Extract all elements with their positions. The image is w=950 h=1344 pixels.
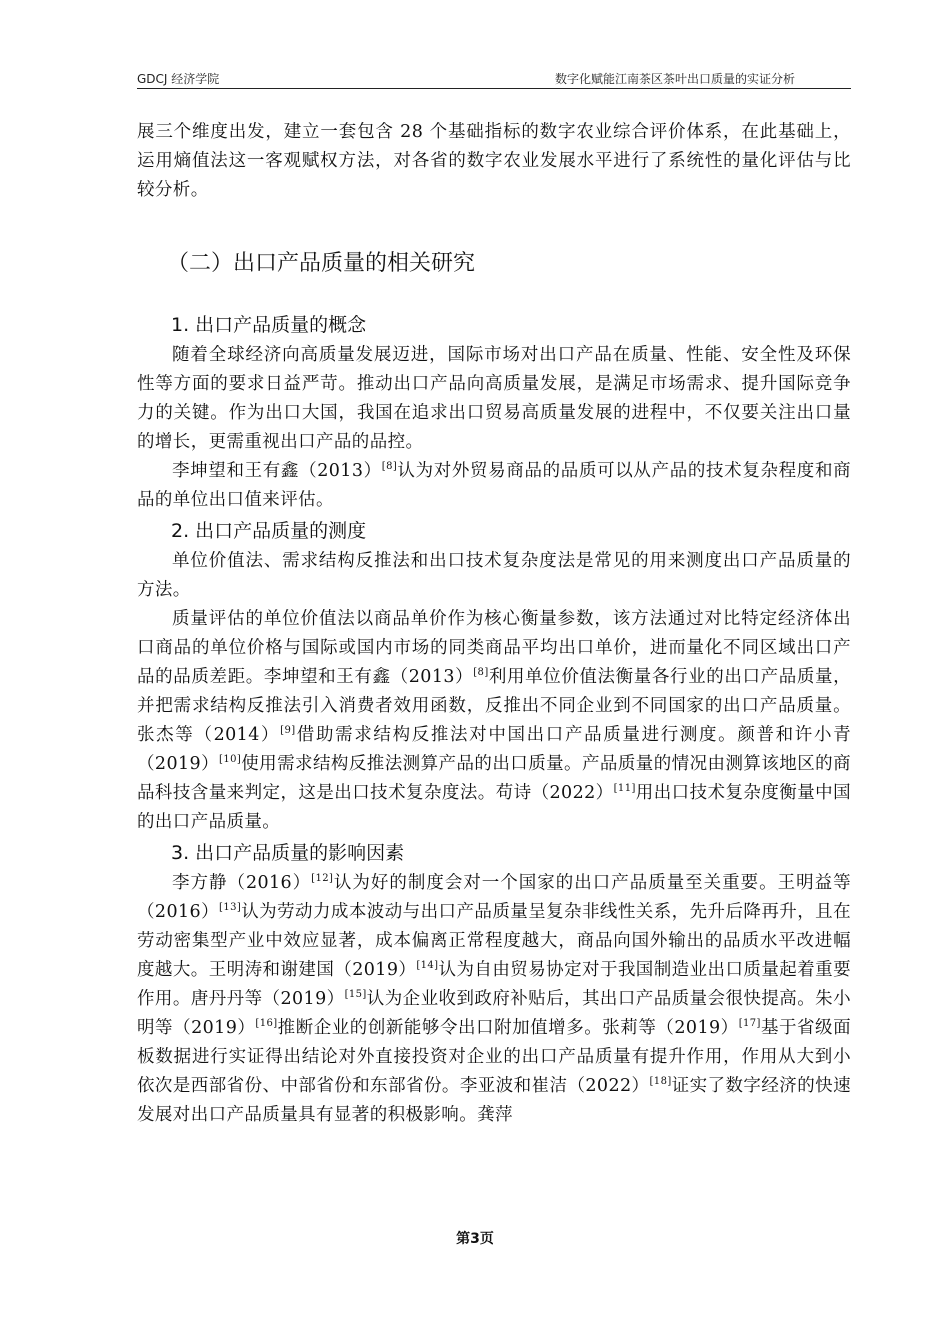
citation: [12] — [311, 873, 334, 884]
subsection-heading-concept: 1. 出口产品质量的概念 — [171, 314, 367, 336]
paragraph-concept: 随着全球经济向高质量发展迈进，国际市场对出口产品在质量、性能、安全性及环保性等方面的要求日益严苛。推动出口产品向高质量发展，是满足市场需求、提升国际竞争力的关键。作为出口大国，我国在追求出口贸易高质量发展的进程中，不仅要关注出口量的增长，更需重视出口产品的品控。 — [137, 345, 851, 452]
citation: [14] — [416, 960, 439, 971]
header-institution: GDCJ 经济学院 — [137, 72, 220, 86]
citation: [8] — [473, 667, 489, 678]
citation: [13] — [219, 902, 242, 913]
page-number: 第3页 — [456, 1231, 494, 1247]
paragraph-text: 证实了数字经济的快速发展对出口产品质量具有显著的积极影响。龚萍 — [137, 1076, 851, 1125]
paragraph-text: 李方静（2016） — [172, 873, 312, 893]
paragraph-text: 推断企业的创新能够令出口附加值增多。张莉等（2019） — [277, 1018, 739, 1038]
header-title: 数字化赋能江南茶区茶叶出口质量的实证分析 — [554, 72, 795, 86]
paragraph-text: 认为好的制度会对一个国家的出口产品质量至关重要。王明益等（2016） — [137, 873, 851, 922]
citation: [15] — [344, 989, 367, 1000]
paragraph-text: 基于省级面板数据进行实证得出结论对外直接投资对企业的出口产品质量有提升作用，作用从大到小依次是西部省份、中部省份和东部省份。李亚波和崔洁（2022） — [137, 1018, 851, 1096]
page-body — [137, 118, 851, 1130]
paragraph-text: 借助需求结构反推法对中国出口产品质量进行测度。颜普和许小青（2019） — [137, 725, 851, 774]
paragraph-li-wang — [137, 457, 851, 515]
paragraph-text: 李坤望和王有鑫（2013） — [172, 461, 382, 481]
citation: [9] — [280, 725, 296, 736]
paragraph-text: 用出口技术复杂度衡量中国的出口产品质量。 — [137, 783, 851, 832]
citation: [11] — [613, 783, 636, 794]
citation: [16] — [255, 1018, 278, 1029]
paragraph-text: 认为自由贸易协定对于我国制造业出口质量起着重要作用。唐丹丹等（2019） — [137, 960, 851, 1009]
paragraph-text: 认为对外贸易商品的品质可以从产品的技术复杂程度和商品的单位出口值来评估。 — [137, 461, 851, 510]
paragraph-text: 认为劳动力成本波动与出口产品质量呈复杂非线性关系，先升后降再升，且在劳动密集型产业中效应显著，成本偏离正常程度越大，商品向国外输出的品质水平改进幅度越大。王明涛和谢建国（2019） — [137, 902, 851, 980]
paragraph-text: 认为企业收到政府补贴后，其出口产品质量会很快提高。朱小明等（2019） — [137, 989, 851, 1038]
paragraph-unit-value — [137, 605, 851, 837]
citation: [10] — [219, 754, 242, 765]
subsection-heading-measurement: 2. 出口产品质量的测度 — [171, 520, 367, 542]
page-header — [137, 68, 851, 89]
subsection-heading-factors: 3. 出口产品质量的影响因素 — [171, 842, 405, 864]
paragraph-text: 质量评估的单位价值法以商品单价作为核心衡量参数，该方法通过对比特定经济体出口商品的单位价格与国际或国内市场的同类商品平均出口单价，进而量化不同区域出口产品的品质差距。李坤望和王有鑫（2013） — [137, 609, 851, 687]
paragraph-continued: 展三个维度出发，建立一套包含 28 个基础指标的数字农业综合评价体系，在此基础上，运用熵值法这一客观赋权方法，对各省的数字农业发展水平进行了系统性的量化评估与比较分析。 — [137, 122, 851, 200]
citation: [8] — [381, 461, 398, 472]
citation: [17] — [738, 1018, 761, 1029]
paragraph-methods: 单位价值法、需求结构反推法和出口技术复杂度法是常见的用来测度出口产品质量的方法。 — [137, 551, 851, 600]
paragraph-text: 使用需求结构反推法测算产品的出口质量。产品质量的情况由测算该地区的商品科技含量来判定，这是出口技术复杂度法。苟诗（2022） — [137, 754, 851, 803]
citation: [18] — [649, 1076, 672, 1087]
section-heading: （二）出口产品质量的相关研究 — [167, 251, 476, 276]
paragraph-text: 利用单位价值法衡量各行业的出口产品质量，并把需求结构反推法引入消费者效用函数，反推出不同企业到不同国家的出口产品质量。张杰等（2014） — [137, 667, 851, 745]
paragraph-factors — [137, 869, 851, 1130]
